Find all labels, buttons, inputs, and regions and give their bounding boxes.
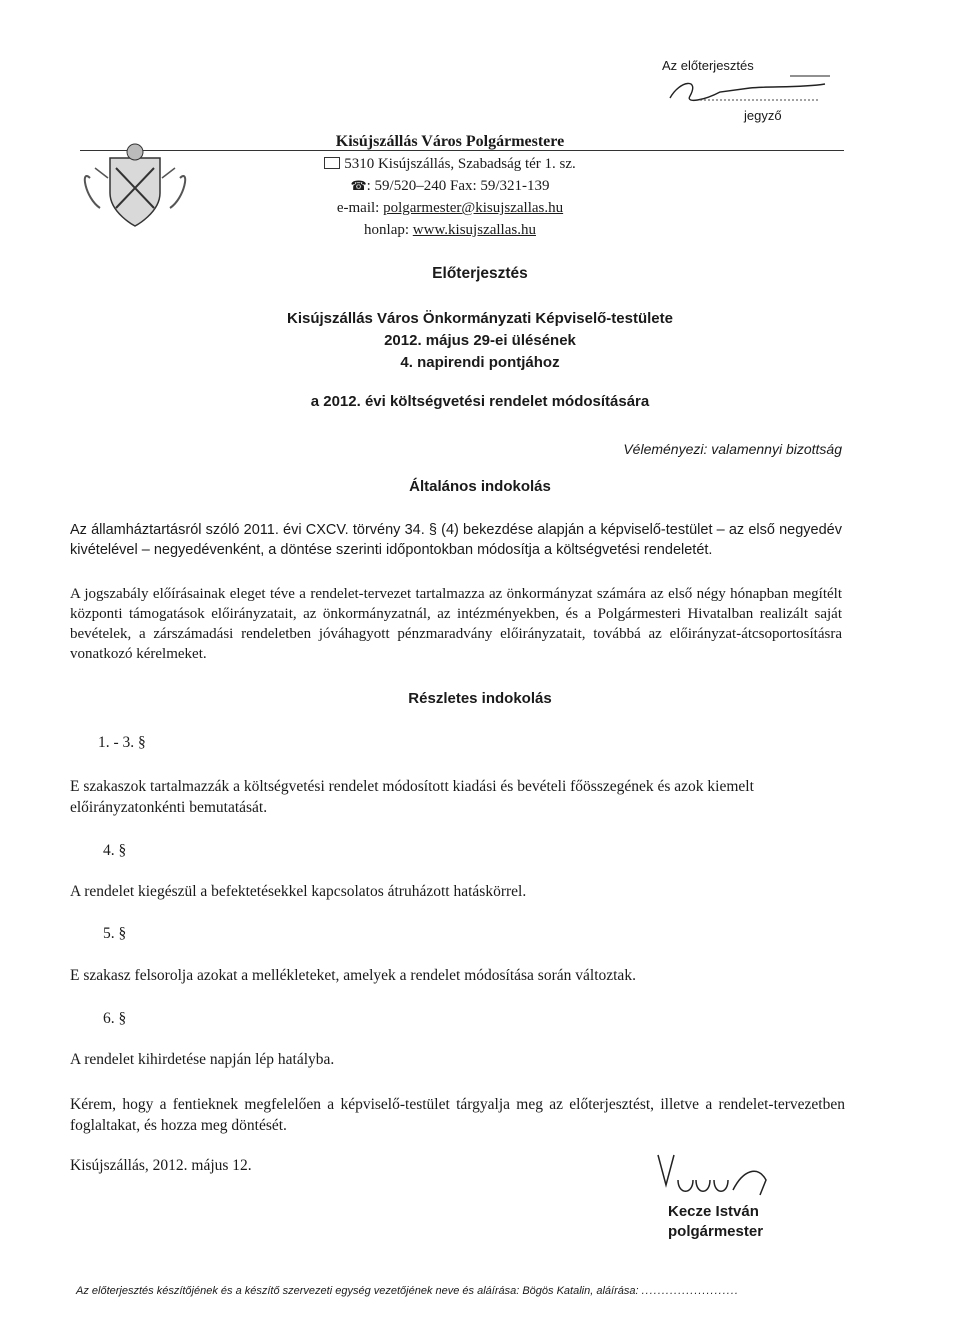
coat-of-arms: [80, 138, 190, 238]
phone-icon: ☎: [350, 178, 367, 193]
section-num-3: 5. §: [103, 925, 127, 942]
approval-role: jegyző: [744, 108, 782, 123]
web-line: honlap: www.kisujszallas.hu: [364, 222, 536, 238]
section-text-4: A rendelet kihirdetése napján lép hatályba.: [70, 1051, 335, 1068]
place-date: Kisújszállás, 2012. május 12.: [70, 1157, 252, 1174]
title-block: [0, 308, 960, 374]
email-link[interactable]: polgarmester@kisujszallas.hu: [383, 200, 564, 216]
mayor-signature: [648, 1150, 778, 1210]
section-text-2: A rendelet kiegészül a befektetésekkel kapcsolatos átruházott hatáskörrel.: [70, 883, 527, 900]
section-num-1: 1. - 3. §: [98, 734, 146, 751]
letterhead: [240, 131, 660, 241]
email-line: e-mail: polgarmester@kisujszallas.hu: [336, 200, 564, 216]
detailed-heading: Részletes indokolás: [408, 690, 552, 707]
phone-line: ☎: 59/520–240 Fax: 59/321-139: [350, 178, 550, 194]
section-num-2: 4. §: [103, 842, 127, 859]
signer-block: [668, 1202, 763, 1242]
approval-prefix: Az előterjesztés: [662, 58, 754, 73]
general-para-1: Az államháztartásról szóló 2011. évi CXCV. törvény 34. § (4) bekezdése alapján a képviselő-testület – az első negyedév kivételével – negyedévenként, a döntése szerinti időpontokban módosítja a költségvetési rendeletét.: [70, 522, 842, 558]
org-name: Kisújszállás Város Polgármestere: [335, 133, 565, 150]
general-heading: Általános indokolás: [409, 478, 551, 495]
envelope-icon: [324, 157, 340, 169]
agenda-item: 4. napirendi pontjához: [400, 354, 560, 371]
section-text-1: E szakaszok tartalmazzák a költségvetési rendelet módosított kiadási és bevételi főösszegének és azok kiemelt előirányzatonkénti bemutatását.: [70, 778, 754, 816]
closing-paragraph: Kérem, hogy a fentieknek megfelelően a képviselő-testület tárgyalja meg az előterjesztést, illetve a rendelet-tervezetben foglaltakat, és hozza meg döntését.: [70, 1096, 845, 1134]
web-link[interactable]: www.kisujszallas.hu: [412, 222, 536, 238]
address-line: 5310 Kisújszállás, Szabadság tér 1. sz.: [240, 153, 660, 175]
signer-title: polgármester: [668, 1223, 764, 1240]
section-text-3: E szakasz felsorolja azokat a mellékleteket, amelyek a rendelet módosítása során változtak.: [70, 967, 636, 984]
reviewer: Véleményezi: valamennyi bizottság: [623, 441, 842, 457]
approval-signature: [660, 70, 840, 110]
footer-signature-dots: ........................: [641, 1285, 739, 1297]
general-para-2: A jogszabály előírásainak eleget téve a rendelet-tervezet tartalmazza az önkormányzat számára az első négy hónapban megítélt központi támogatások előirányzatait, az önkormányzatnál, az intézményekben, és a Polgármesteri Hivatalban realizált saját bevételek, a zárszámadási rendeletben jóváhagyott pénzmaradvány előirányzatait, továbbá az előirányzat-átcsoportosításra vonatkozó kérelmeket.: [70, 586, 842, 662]
signer-name: Kecze István: [668, 1203, 759, 1220]
doc-type: Előterjesztés: [432, 265, 528, 282]
section-num-4: 6. §: [103, 1010, 127, 1027]
meeting-date: 2012. május 29-ei ülésének: [384, 332, 576, 349]
footer-note: Az előterjesztés készítőjének és a készítő szervezeti egység vezetőjének neve és aláírása: Bögös Katalin, aláírása: ........................: [76, 1285, 739, 1297]
council-name: Kisújszállás Város Önkormányzati Képviselő-testülete: [287, 310, 673, 327]
subject: a 2012. évi költségvetési rendelet módosítására: [310, 393, 650, 410]
